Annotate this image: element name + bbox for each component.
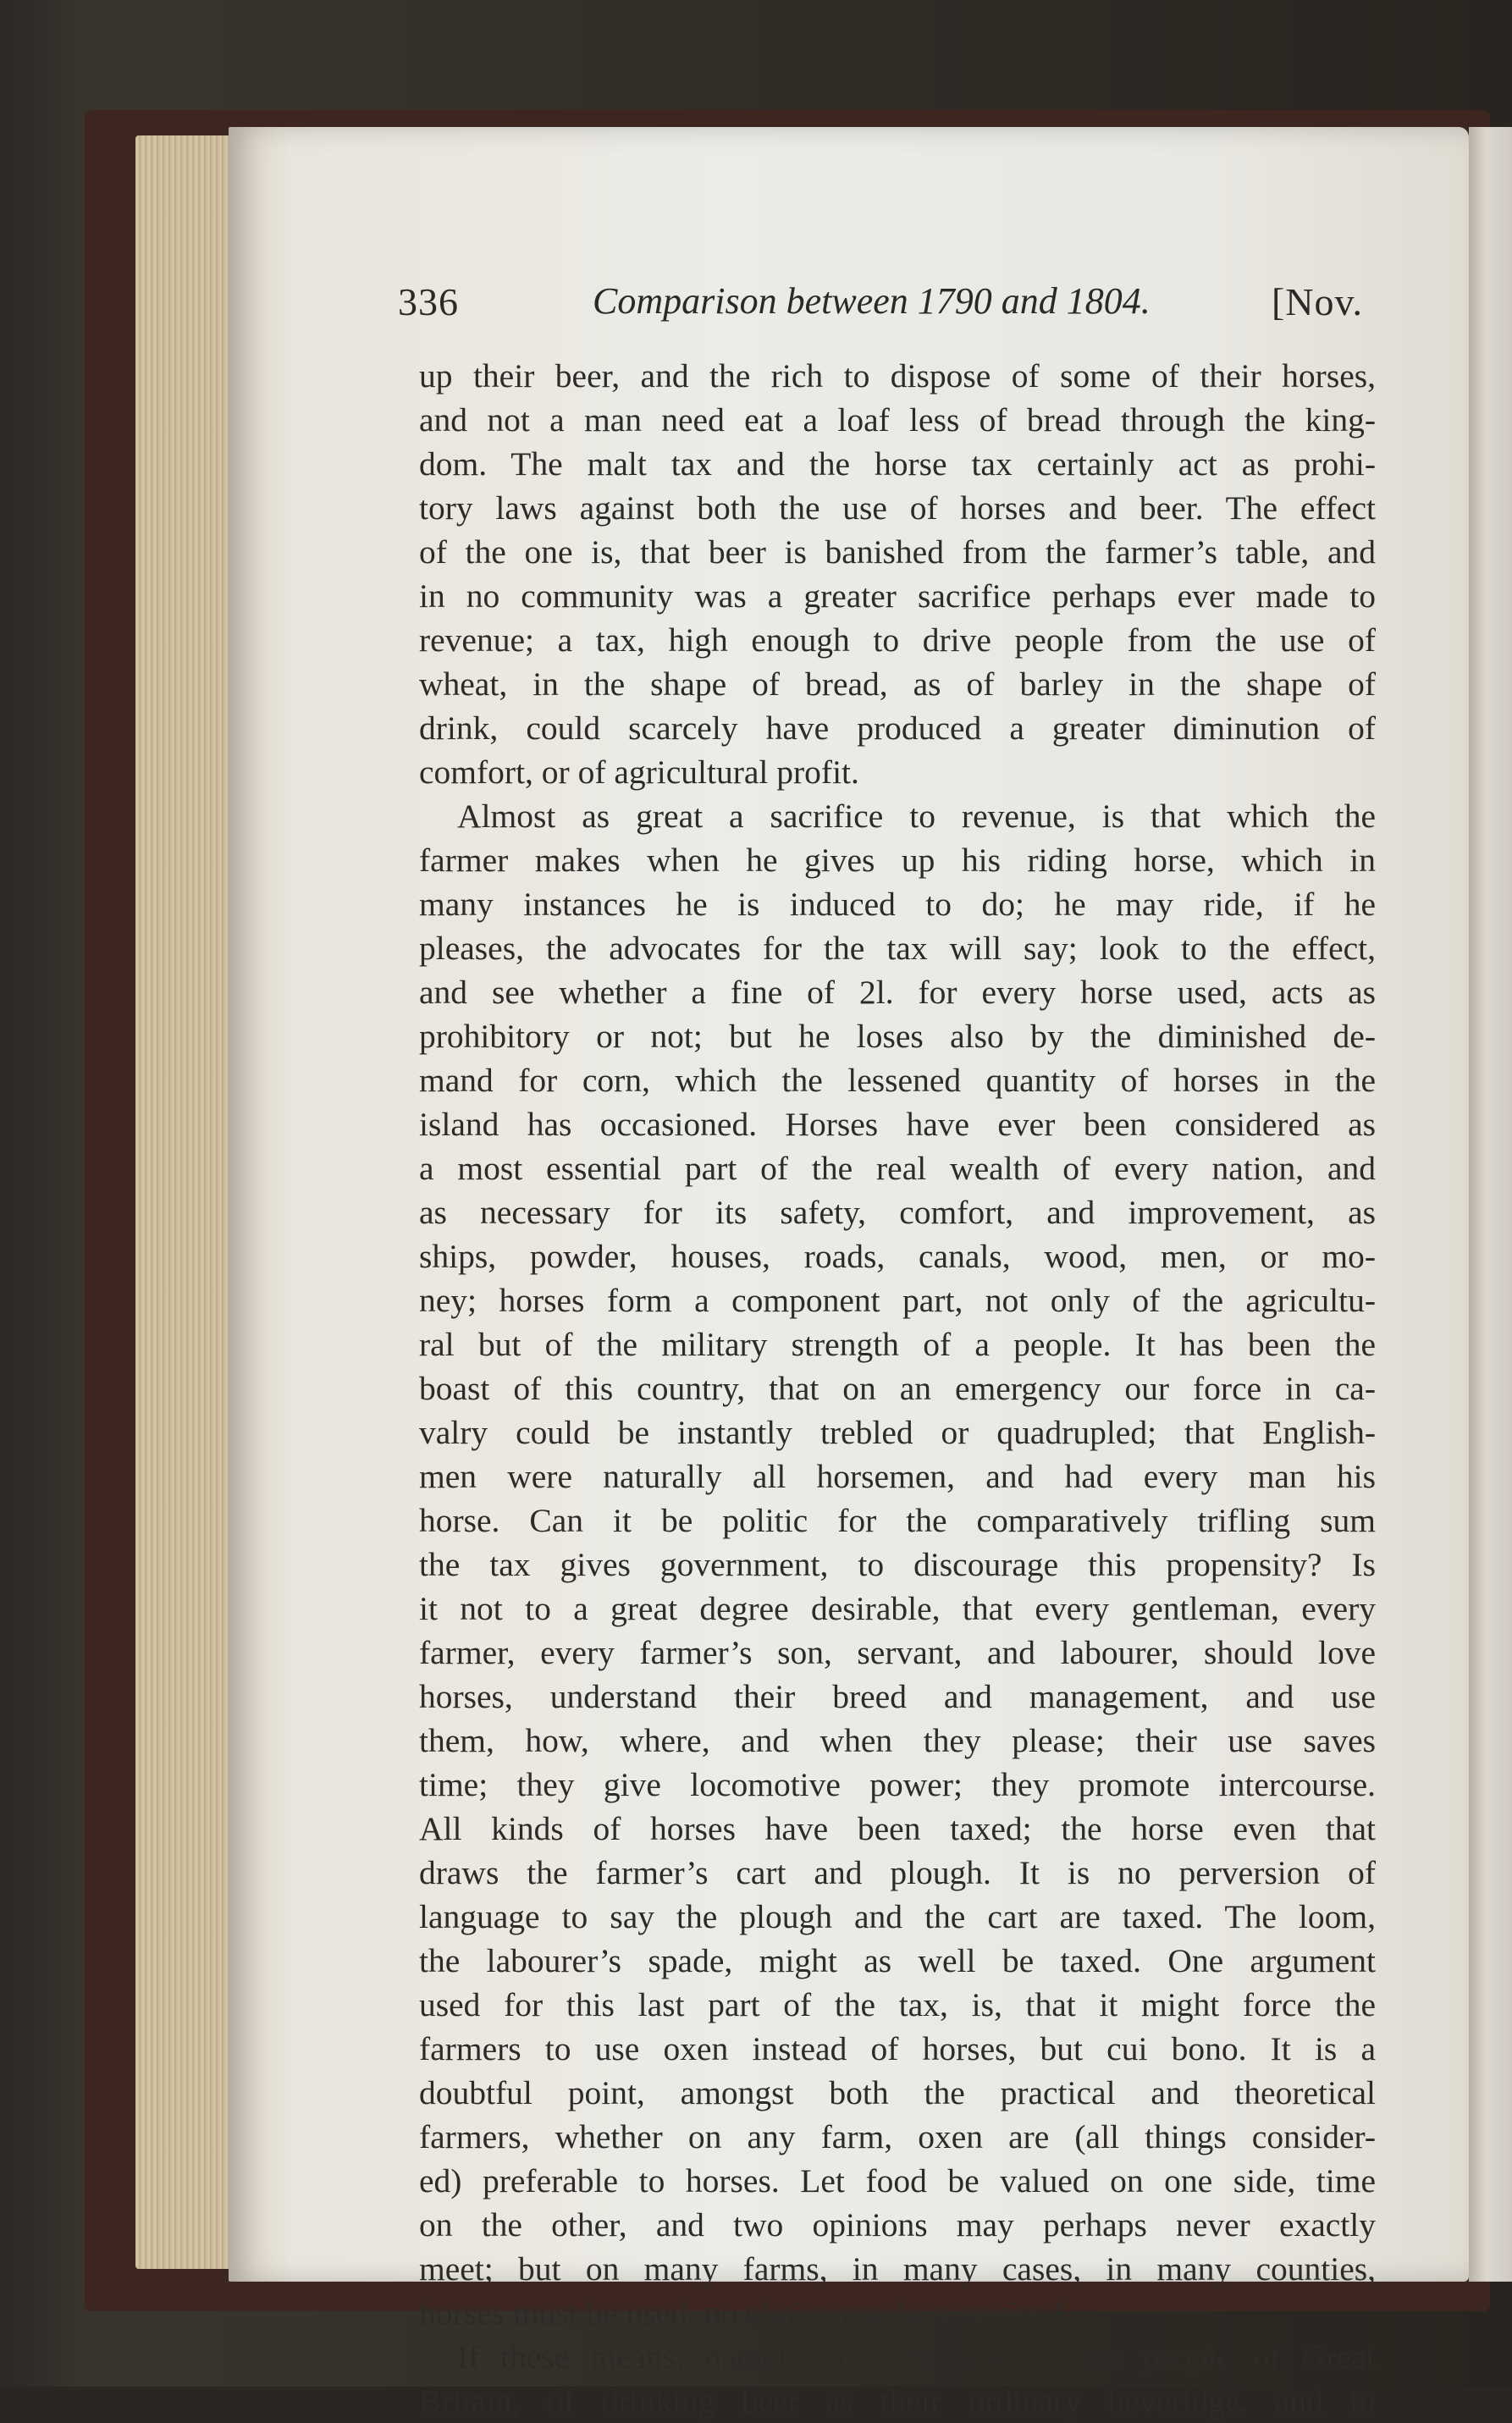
text-line: dom. The malt tax and the horse tax certainly act as prohi-	[419, 445, 1376, 483]
text-line: island has occasioned. Horses have ever been considered as	[419, 1106, 1376, 1143]
text-line: drink, could scarcely have produced a greater diminution of	[419, 709, 1376, 747]
text-line: mand for corn, which the lessened quantity of horses in the	[419, 1062, 1376, 1099]
text-line: ed) preferable to horses. Let food be valued on one side, time	[419, 2162, 1376, 2199]
text-line: farmer makes when he gives up his riding horse, which in	[419, 842, 1376, 879]
page-number: 336	[398, 280, 459, 323]
body-text	[419, 354, 1376, 2423]
text-line: on the other, and two opinions may perhaps never exactly	[419, 2206, 1376, 2244]
text-line: and see whether a fine of 2l. for every horse used, acts as	[419, 974, 1376, 1011]
text-line: Almost as great a sacrifice to revenue, is that which the	[457, 798, 1376, 835]
text-line: meet; but on many farms, in many cases, in many counties,	[419, 2250, 1376, 2288]
page-block-edge	[135, 135, 237, 2269]
running-title: Comparison between 1790 and 1804.	[593, 280, 1151, 322]
text-line: language to say the plough and the cart are taxed. The loom,	[419, 1898, 1376, 1935]
text-line: wheat, in the shape of bread, as of barley in the shape of	[419, 665, 1376, 703]
text-line: as necessary for its safety, comfort, and improvement, as	[419, 1194, 1376, 1231]
text-line: All kinds of horses have been taxed; the horse even that	[419, 1810, 1376, 1847]
text-line: farmer, every farmer’s son, servant, and labourer, should love	[419, 1634, 1376, 1671]
text-line: up their beer, and the rich to dispose of some of their horses,	[419, 357, 1376, 395]
text-line: tory laws against both the use of horses and beer. The effect	[419, 489, 1376, 527]
text-line: of the one is, that beer is banished from the farmer’s table, and	[419, 533, 1376, 571]
text-line: doubtful point, amongst both the practical and theoretical	[419, 2074, 1376, 2111]
text-line: farmers to use oxen instead of horses, but cui bono. It is a	[419, 2030, 1376, 2067]
text-line: in no community was a greater sacrifice perhaps ever made to	[419, 577, 1376, 615]
text-line: revenue; a tax, high enough to drive people from the use of	[419, 621, 1376, 659]
text-line: ships, powder, houses, roads, canals, wood, men, or mo-	[419, 1238, 1376, 1275]
facing-page-edge	[1469, 127, 1512, 2282]
text-line: boast of this country, that on an emergency our force in ca-	[419, 1370, 1376, 1407]
text-line: If these means, namely, a permission to the people of Great	[457, 2338, 1376, 2376]
text-line: the labourer’s spade, might as well be taxed. One argument	[419, 1942, 1376, 1979]
text-line: used for this last part of the tax, is, that it might force the	[419, 1986, 1376, 2023]
text-line: many instances he is induced to do; he may ride, if he	[419, 886, 1376, 923]
text-line: ral but of the military strength of a people. It has been the	[419, 1326, 1376, 1363]
text-line: horse. Can it be politic for the comparatively trifling sum	[419, 1502, 1376, 1539]
text-line: ney; horses form a component part, not only of the agricultu-	[419, 1282, 1376, 1319]
text-line: horses, understand their breed and management, and use	[419, 1678, 1376, 1715]
text-line: draws the farmer’s cart and plough. It is no perversion of	[419, 1854, 1376, 1891]
text-line: the tax gives government, to discourage this propensity? Is	[419, 1546, 1376, 1583]
text-line: men were naturally all horsemen, and had every man his	[419, 1458, 1376, 1495]
text-line: it not to a great degree desirable, that every gentleman, every	[419, 1590, 1376, 1627]
section-marker: [Nov.	[1271, 280, 1363, 323]
text-line: time; they give locomotive power; they promote intercourse.	[419, 1766, 1376, 1803]
running-header	[398, 279, 1363, 339]
text-line: horses must be used, no choice can be exercised.	[419, 2294, 1071, 2332]
text-line: a most essential part of the real wealth of every nation, and	[419, 1150, 1376, 1187]
text-line: prohibitory or not; but he loses also by the diminished de-	[419, 1018, 1376, 1055]
text-line: them, how, where, and when they please; their use saves	[419, 1722, 1376, 1759]
text-line: valry could be instantly trebled or quadrupled; that English-	[419, 1414, 1376, 1451]
text-line: and not a man need eat a loaf less of bread through the king-	[419, 401, 1376, 439]
text-line: Britain, of drinking beer as their ordinary beveridge, and to	[419, 2382, 1376, 2420]
text-line: comfort, or of agricultural profit.	[419, 753, 859, 791]
text-line: pleases, the advocates for the tax will say; look to the effect,	[419, 930, 1376, 967]
text-line: farmers, whether on any farm, oxen are (all things consider-	[419, 2118, 1376, 2155]
